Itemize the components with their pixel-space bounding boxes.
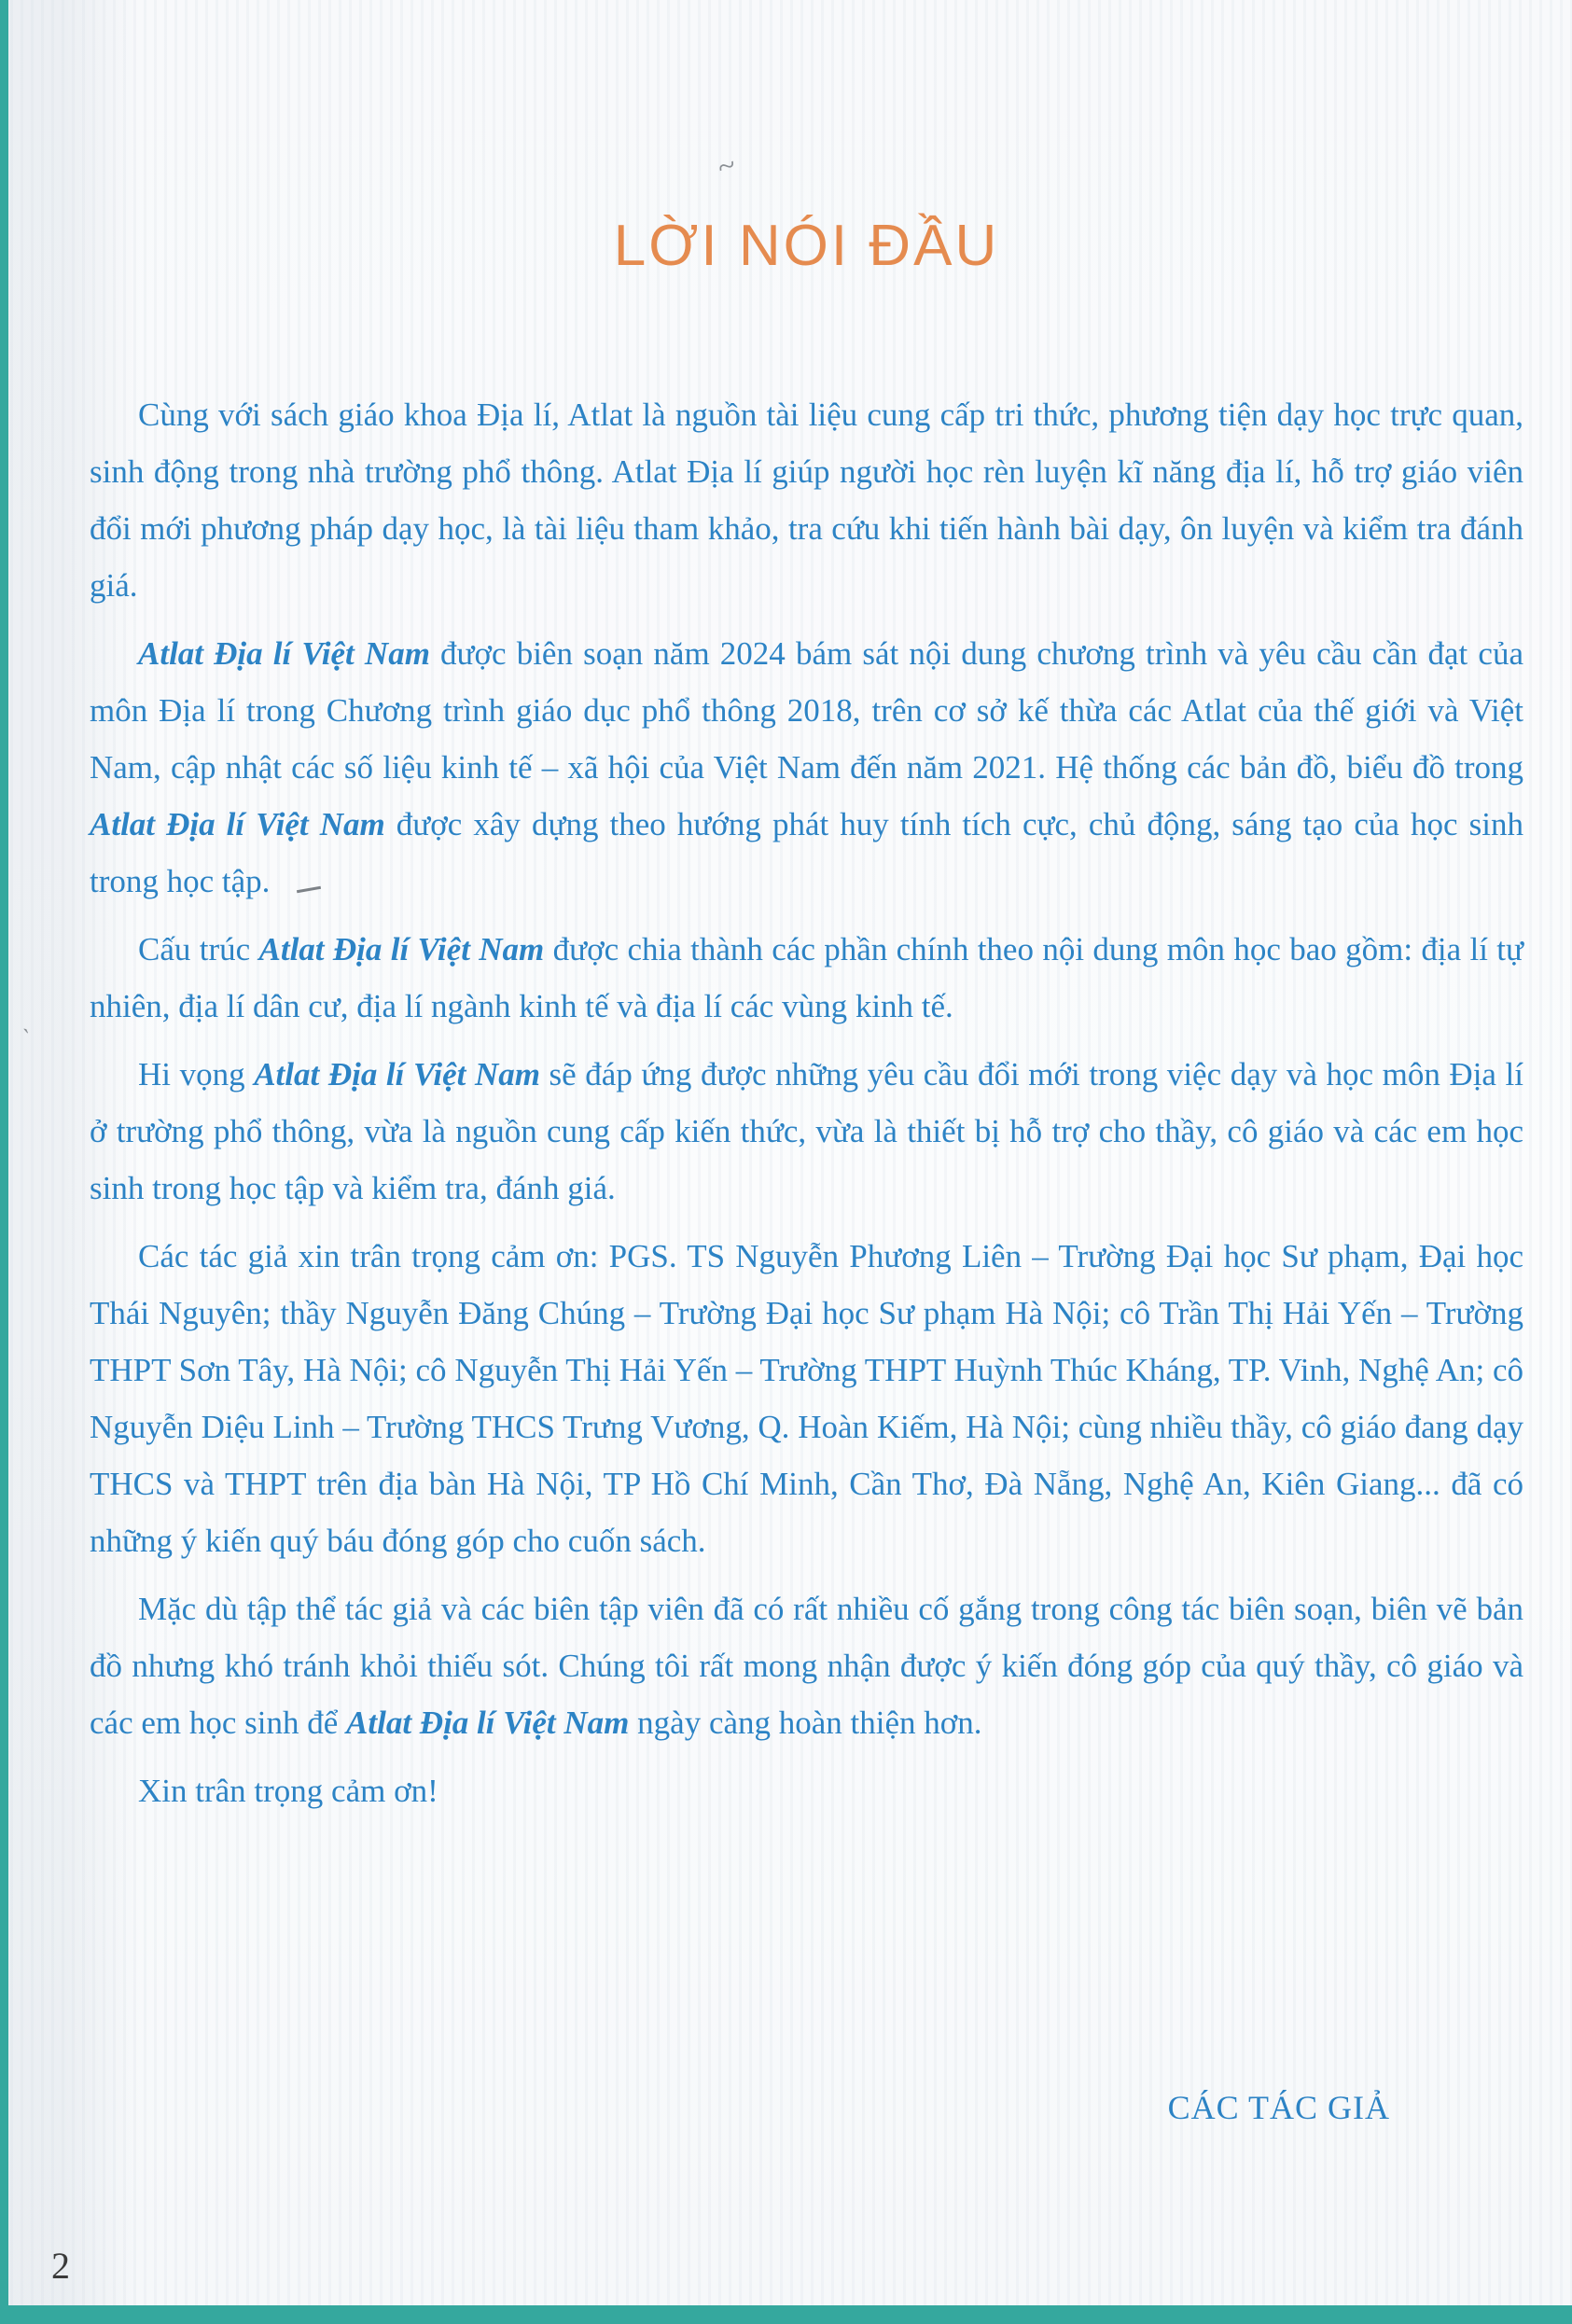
atlas-title-emphasis: Atlat Địa lí Việt Nam (254, 1056, 540, 1092)
page-title: LỜI NÓI ĐẦU (613, 214, 1000, 278)
authors-signature: CÁC TÁC GIẢ (1167, 2089, 1390, 2126)
foreword-body (90, 386, 1523, 1830)
text-segment: sẽ đáp ứng được những yêu cầu đổi mới trong việc dạy và học môn Địa lí ở trường phổ thông, vừa là nguồn cung cấp kiến thức, vừa là thiết bị hỗ trợ cho thầy, cô giáo và các em học sinh trong học tập và kiểm tra, đánh giá. (90, 1056, 1523, 1206)
page-number: 2 (51, 2245, 70, 2287)
text-segment: Cấu trúc (138, 931, 259, 967)
paragraph-1 (90, 386, 1523, 614)
text-segment: được biên soạn năm 2024 bám sát nội dung chương trình và yêu cầu cần đạt của môn Địa lí trong Chương trình giáo dục phổ thông 2018, trên cơ sở kế thừa các Atlat của thế giới và Việt Nam, cập nhật các số liệu kinh tế – xã hội của Việt Nam đến năm 2021. Hệ thống các bản đồ, biểu đồ trong (90, 635, 1523, 786)
scan-artifact: ` (18, 1023, 32, 1052)
paragraph-5 (90, 1228, 1523, 1569)
paragraph-6 (90, 1580, 1523, 1751)
text-segment: Các tác giả xin trân trọng cảm ơn: PGS. TS Nguyễn Phương Liên – Trường Đại học Sư phạm, Đại học Thái Nguyên; thầy Nguyễn Đăng Chúng – Trường Đại học Sư phạm Hà Nội; cô Trần Thị Hải Yến – Trường THPT Sơn Tây, Hà Nội; cô Nguyễn Thị Hải Yến – Trường THPT Huỳnh Thúc Kháng, TP. Vinh, Nghệ An; cô Nguyễn Diệu Linh – Trường THCS Trưng Vương, Q. Hoàn Kiếm, Hà Nội; cùng nhiều thầy, cô giáo đang dạy THCS và THPT trên địa bàn Hà Nội, TP Hồ Chí Minh, Cần Thơ, Đà Nẵng, Nghệ An, Kiên Giang... đã có những ý kiến quý báu đóng góp cho cuốn sách. (90, 1238, 1523, 1559)
scan-artifact: ~ (713, 147, 741, 186)
atlas-title-emphasis: Atlat Địa lí Việt Nam (258, 931, 545, 967)
text-segment: được xây dựng theo hướng phát huy tính tích cực, chủ động, sáng tạo của học sinh trong học tập. (90, 806, 1523, 899)
atlas-title-emphasis: Atlat Địa lí Việt Nam (90, 806, 385, 842)
text-segment: được chia thành các phần chính theo nội dung môn học bao gồm: địa lí tự nhiên, địa lí dân cư, địa lí ngành kinh tế và địa lí các vùng kinh tế. (90, 931, 1523, 1024)
paragraph-3 (90, 921, 1523, 1035)
text-segment: Cùng với sách giáo khoa Địa lí, Atlat là nguồn tài liệu cung cấp tri thức, phương tiện dạy học trực quan, sinh động trong nhà trường phổ thông. Atlat Địa lí giúp người học rèn luyện kĩ năng địa lí, hỗ trợ giáo viên đổi mới phương pháp dạy học, là tài liệu tham khảo, tra cứu khi tiến hành bài dạy, ôn luyện và kiểm tra đánh giá. (90, 397, 1523, 604)
text-segment: Mặc dù tập thể tác giả và các biên tập viên đã có rất nhiều cố gắng trong công tác biên soạn, biên vẽ bản đồ nhưng khó tránh khỏi thiếu sót. Chúng tôi rất mong nhận được ý kiến đóng góp của quý thầy, cô giáo và các em học sinh để (90, 1591, 1523, 1741)
text-segment: Hi vọng (138, 1056, 255, 1092)
paragraph-4 (90, 1046, 1523, 1217)
closing-line (90, 1762, 1523, 1819)
paragraph-2 (90, 625, 1523, 910)
text-segment: ngày càng hoàn thiện hơn. (629, 1705, 982, 1741)
text-segment: Xin trân trọng cảm ơn! (138, 1773, 438, 1809)
page-edge-left-strip (0, 0, 8, 2324)
atlas-title-emphasis: Atlat Địa lí Việt Nam (346, 1705, 630, 1741)
atlas-title-emphasis: Atlat Địa lí Việt Nam (138, 635, 430, 672)
page-edge-bottom-strip (0, 2305, 1572, 2324)
